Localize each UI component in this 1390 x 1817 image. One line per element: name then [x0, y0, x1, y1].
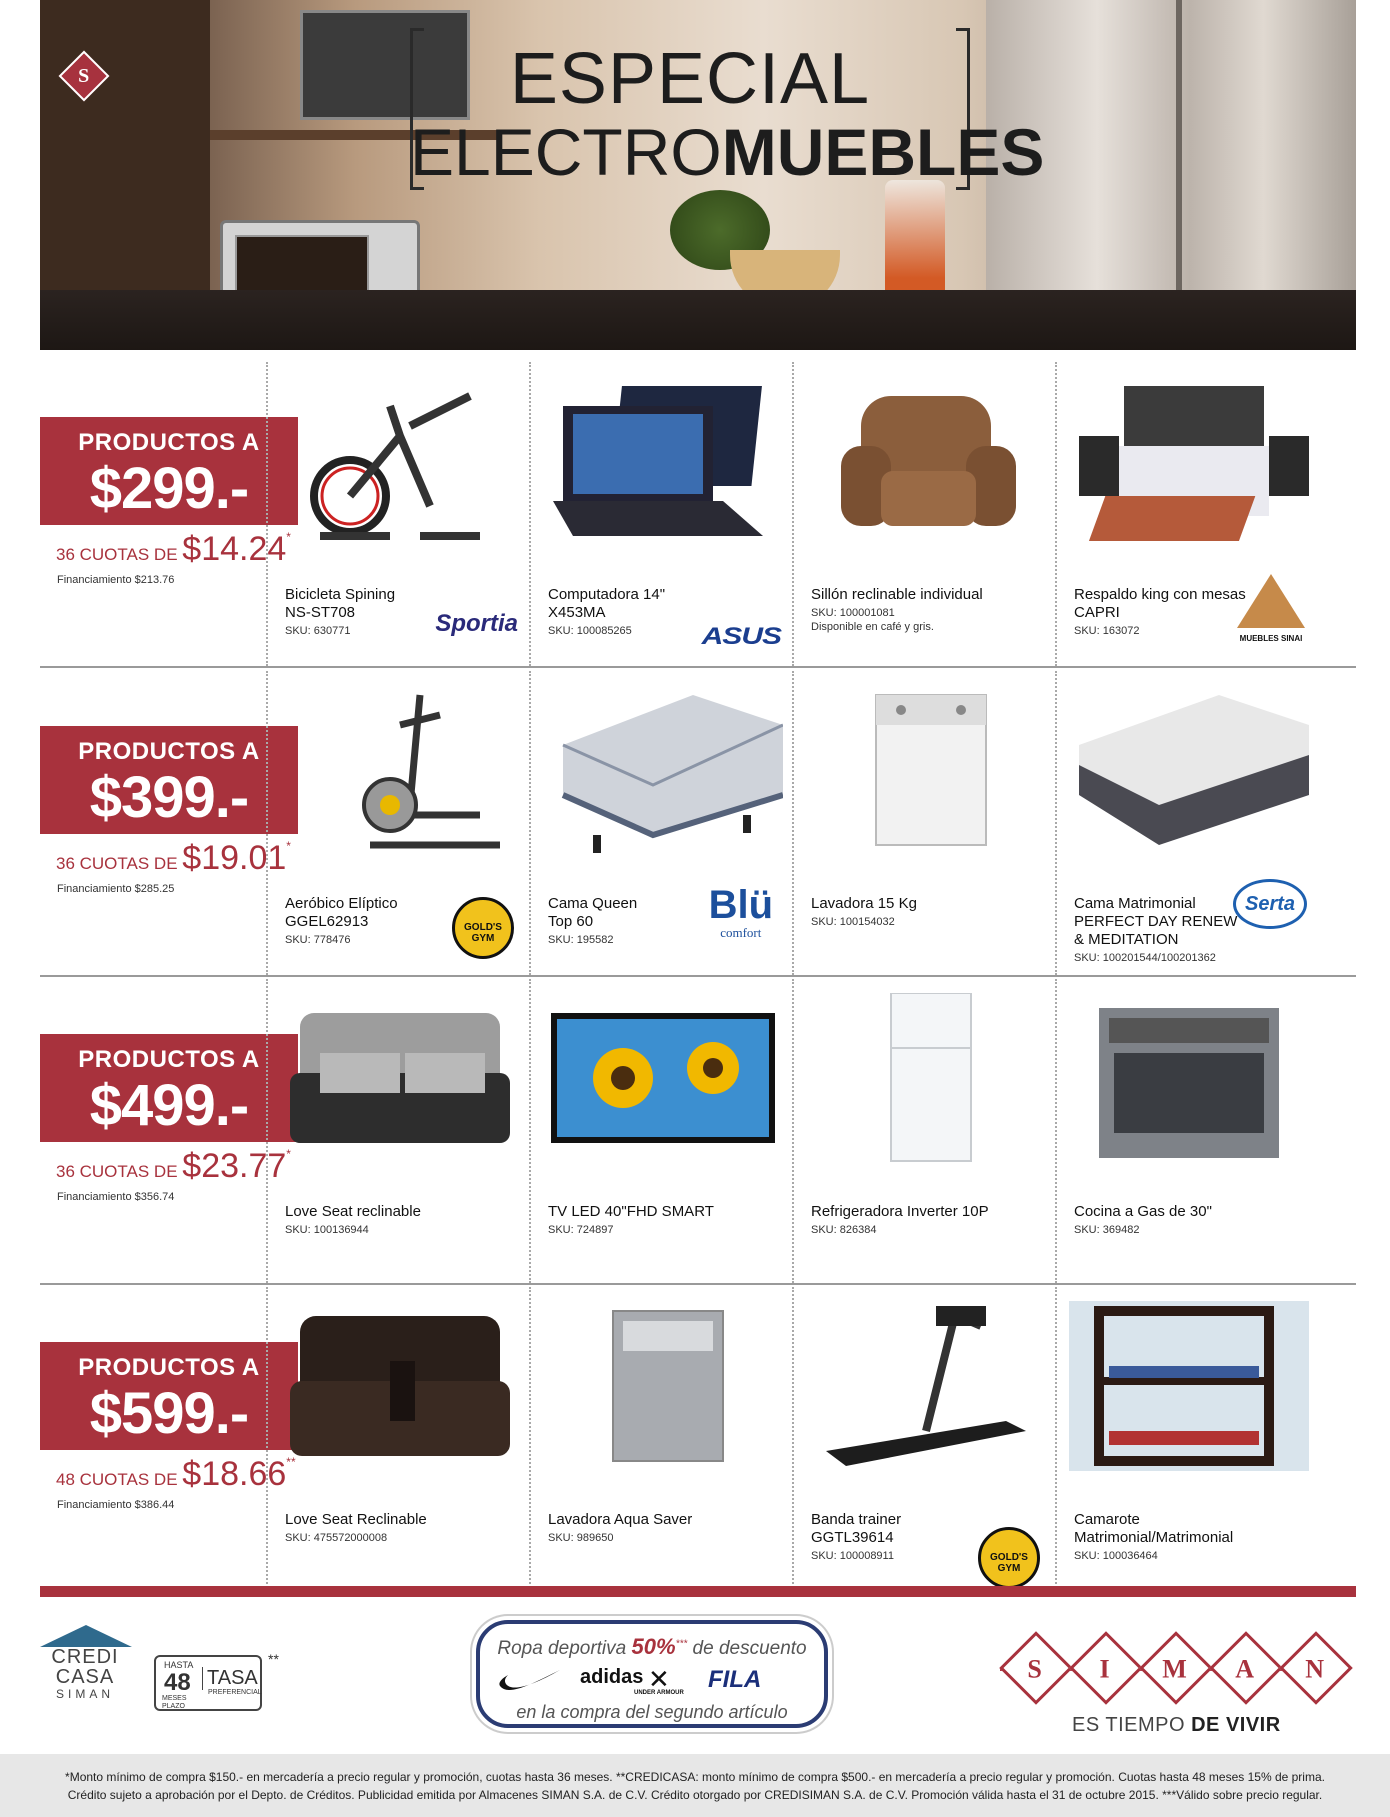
promo-text-before: Ropa deportiva: [497, 1638, 632, 1659]
product-name[interactable]: Love Seat reclinable: [285, 1203, 421, 1220]
product-sku: SKU: 100085265: [548, 625, 632, 637]
tagline-light: ES TIEMPO: [1072, 1714, 1192, 1736]
financing-text: Financiamiento $213.76: [57, 574, 175, 586]
cuotas-label: 48 CUOTAS DE: [56, 1470, 183, 1489]
product-row-3: [40, 979, 1356, 1285]
product-sku: SKU: 369482: [1074, 1224, 1140, 1236]
product-model-2: & MEDITATION: [1074, 931, 1179, 948]
product-cell[interactable]: [1055, 1287, 1317, 1591]
product-sku: SKU: 163072: [1074, 625, 1140, 637]
tagline-bold: DE VIVIR: [1191, 1714, 1281, 1736]
siman-letter: M: [1162, 1654, 1187, 1684]
product-sku: SKU: 630771: [285, 625, 351, 637]
credicasa-logo: [40, 1625, 130, 1720]
siman-letter: I: [1099, 1654, 1110, 1684]
price-tag: [40, 726, 298, 834]
cuotas-label: 36 CUOTAS DE: [56, 1162, 183, 1181]
cuota-mark: *: [286, 530, 291, 544]
kitchen-counter: [40, 290, 1356, 350]
product-cell[interactable]: [1055, 671, 1317, 975]
siman-letter: N: [1305, 1654, 1324, 1684]
product-cell[interactable]: [266, 979, 528, 1283]
golds-gym-label: GOLD'S GYM: [464, 922, 502, 944]
product-model: X453MA: [548, 604, 606, 621]
product-row-1: [40, 362, 1356, 668]
siman-letter: A: [1235, 1654, 1254, 1684]
product-info: [1074, 1203, 1314, 1237]
product-cell[interactable]: [529, 362, 791, 666]
price-tag: [40, 1342, 298, 1450]
hero-title: [410, 28, 1045, 190]
siman-letter-s: [999, 1631, 1073, 1705]
product-cell[interactable]: [266, 671, 528, 975]
product-image[interactable]: [543, 993, 783, 1163]
products-label: PRODUCTOS A: [78, 1046, 260, 1073]
cuota-amount: $18.66: [182, 1455, 287, 1493]
product-sku: SKU: 475572000008: [285, 1532, 388, 1544]
siman-letter-m: [1139, 1631, 1213, 1705]
kitchen-cabinet: [40, 0, 210, 290]
siman-tagline: [1072, 1714, 1281, 1737]
products-label: PRODUCTOS A: [78, 738, 260, 765]
product-name[interactable]: Aeróbico Elíptico: [285, 895, 398, 912]
hero-title-line1: ESPECIAL: [509, 39, 871, 119]
installments-text: [56, 839, 291, 878]
price-value: $399.-: [89, 765, 249, 830]
hero-title-line2: [410, 114, 1045, 190]
product-name[interactable]: Banda trainer: [811, 1511, 902, 1528]
installments-text: [56, 1147, 291, 1186]
product-cell[interactable]: [1055, 362, 1317, 666]
product-model: PERFECT DAY RENEW: [1074, 913, 1238, 930]
hasta-mark: **: [268, 1651, 279, 1667]
price-tag: [40, 1034, 298, 1142]
product-name[interactable]: Cama Queen: [548, 895, 638, 912]
sportia-logo: Sportia: [435, 610, 518, 637]
golds-gym-label: GOLD'S GYM: [990, 1552, 1028, 1574]
golds-gym-logo: [452, 897, 514, 959]
promo-percent: 50%: [631, 1634, 676, 1659]
products-label: PRODUCTOS A: [78, 1354, 260, 1381]
products-label: PRODUCTOS A: [78, 429, 260, 456]
product-cell[interactable]: [792, 362, 1054, 666]
cuota-mark: *: [286, 1147, 291, 1161]
siman-letter-n: [1279, 1631, 1353, 1705]
promo-mark: ***: [675, 1638, 688, 1650]
under-armour-icon: ✕: [648, 1664, 670, 1694]
product-sku: SKU: 100001081: [811, 607, 895, 619]
product-model: Matrimonial/Matrimonial: [1074, 1529, 1234, 1546]
tasa-label: TASA: [202, 1667, 258, 1690]
serta-logo: Serta: [1233, 879, 1307, 929]
product-model: NS-ST708: [285, 604, 356, 621]
asus-logo: ASUS: [701, 623, 781, 650]
product-cell[interactable]: [529, 671, 791, 975]
product-sku: SKU: 100008911: [811, 1550, 894, 1562]
product-name[interactable]: Refrigeradora Inverter 10P: [811, 1203, 989, 1220]
product-cell[interactable]: [266, 362, 528, 666]
product-name[interactable]: Bicicleta Spining: [285, 586, 396, 603]
product-image[interactable]: [1069, 376, 1309, 546]
product-info: [548, 1511, 788, 1545]
nike-swoosh-icon: [498, 1664, 562, 1699]
product-info: [811, 586, 1051, 634]
product-model: CAPRI: [1074, 604, 1120, 621]
cuota-mark: **: [286, 1455, 296, 1469]
product-name[interactable]: Love Seat Reclinable: [285, 1511, 427, 1528]
installments-text: [56, 530, 291, 569]
cuotas-label: 36 CUOTAS DE: [56, 545, 183, 564]
product-name[interactable]: Cocina a Gas de 30": [1074, 1203, 1212, 1220]
meses-plazo: [162, 1695, 187, 1711]
promo-text-after: de descuento: [687, 1638, 807, 1659]
product-image[interactable]: [543, 685, 783, 855]
price-value: $599.-: [89, 1381, 249, 1446]
product-info: [811, 895, 1051, 929]
months-number: 48: [164, 1669, 191, 1696]
product-image[interactable]: [543, 376, 783, 546]
product-sku: SKU: 100036464: [1074, 1550, 1158, 1562]
fila-logo: FILA: [708, 1666, 762, 1693]
product-note: Disponible en café y gris.: [811, 621, 934, 633]
cuota-amount: $23.77: [182, 1147, 287, 1185]
promo-top-text: [480, 1634, 824, 1660]
row-separator: [40, 975, 1356, 977]
cuota-amount: $14.24: [182, 530, 287, 568]
product-image[interactable]: [280, 685, 520, 855]
product-name[interactable]: Lavadora 15 Kg: [811, 895, 917, 912]
product-name[interactable]: Sillón reclinable individual: [811, 586, 983, 603]
product-row-4: [40, 1287, 1356, 1593]
blu-label: Blü: [708, 883, 773, 927]
product-image[interactable]: [280, 376, 520, 546]
product-row-2: [40, 671, 1356, 977]
sinai-label: MUEBLES SINAI: [1239, 634, 1303, 643]
credicasa-line2: CASA: [55, 1666, 115, 1688]
under-armour-label: UNDER ARMOUR: [634, 1690, 684, 1696]
comfort-label: comfort: [720, 925, 762, 940]
product-info: [811, 1203, 1051, 1237]
product-cell[interactable]: [792, 671, 1054, 975]
product-model: GGEL62913: [285, 913, 369, 930]
product-sku: SKU: 778476: [285, 934, 351, 946]
golds-gym-logo: [978, 1527, 1040, 1589]
row-separator: [40, 666, 1356, 668]
product-model: GGTL39614: [811, 1529, 894, 1546]
cuotas-label: 36 CUOTAS DE: [56, 854, 183, 873]
product-info: [1074, 1511, 1314, 1563]
preferencial-label: PREFERENCIAL: [208, 1689, 262, 1696]
hasta-label: HASTA: [164, 1660, 194, 1670]
product-sku: SKU: 989650: [548, 1532, 614, 1544]
product-cell[interactable]: [1055, 979, 1317, 1283]
divider-band: [40, 1586, 1356, 1597]
product-info: [285, 1511, 525, 1545]
meses-label: MESES: [162, 1695, 187, 1702]
product-image[interactable]: [806, 993, 1046, 1163]
legal-disclaimer: [0, 1754, 1390, 1817]
financing-text: Financiamiento $386.44: [57, 1499, 175, 1511]
logo-letter: S: [78, 64, 90, 87]
adidas-logo: adidas: [580, 1666, 644, 1688]
row-separator: [40, 1283, 1356, 1285]
product-image[interactable]: [1069, 993, 1309, 1163]
siman-letter-i: [1069, 1631, 1143, 1705]
product-cell[interactable]: [792, 1287, 1054, 1591]
product-cell[interactable]: [792, 979, 1054, 1283]
product-sku: SKU: 826384: [811, 1224, 877, 1236]
hasta-48-meses-badge: [154, 1651, 279, 1711]
product-image[interactable]: [1069, 685, 1309, 855]
product-name[interactable]: Computadora 14": [548, 586, 666, 603]
siman-letter-a: [1209, 1631, 1283, 1705]
blu-comfort-logo: [709, 885, 773, 941]
product-sku: SKU: 195582: [548, 934, 614, 946]
product-image[interactable]: [1069, 1301, 1309, 1471]
product-cell[interactable]: [529, 1287, 791, 1591]
siman-letter: S: [1027, 1654, 1042, 1684]
hero-banner: [40, 0, 1356, 350]
muebles-sinai-logo: [1233, 574, 1309, 656]
product-name[interactable]: Lavadora Aqua Saver: [548, 1511, 693, 1528]
installments-text: [56, 1455, 296, 1494]
credicasa-line1: CREDI: [51, 1646, 119, 1668]
cuota-mark: *: [286, 839, 291, 853]
product-name[interactable]: Cama Matrimonial: [1074, 895, 1196, 912]
product-name[interactable]: TV LED 40"FHD SMART: [548, 1203, 714, 1220]
product-cell[interactable]: [529, 979, 791, 1283]
product-sku: SKU: 100136944: [285, 1224, 369, 1236]
plazo-label: PLAZO: [162, 1703, 185, 1710]
price-tag: [40, 417, 298, 525]
product-sku: SKU: 724897: [548, 1224, 614, 1236]
product-sku: SKU: 100154032: [811, 916, 895, 928]
financing-text: Financiamiento $285.25: [57, 883, 175, 895]
cuota-amount: $19.01: [182, 839, 287, 877]
product-cell[interactable]: [266, 1287, 528, 1591]
product-model: Top 60: [548, 913, 594, 930]
product-info: [548, 1203, 788, 1237]
product-name[interactable]: Camarote: [1074, 1511, 1140, 1528]
legal-line2: Crédito sujeto a aprobación por el Depto. de Créditos. Publicidad emitida por Almacenes SIMAN S.A. de C.V. Crédito otorgado por CREDISIMAN S.A. de C.V. Promoción válida hasta el 31 de octubre 2015. ***Válido sobre precio regular.: [67, 1788, 1323, 1802]
sinai-triangle-icon: [1237, 574, 1305, 628]
credicasa-line3: SIMAN: [55, 1687, 114, 1701]
promo-bottom-text: en la compra del segundo artículo: [516, 1702, 788, 1722]
financing-text: Financiamiento $356.74: [57, 1191, 175, 1203]
hero-title-muebles: MUEBLES: [721, 115, 1045, 189]
product-sku: SKU: 100201544/100201362: [1074, 952, 1216, 964]
product-image[interactable]: [543, 1301, 783, 1471]
product-image[interactable]: [806, 1301, 1046, 1471]
sportswear-brand-logos: [498, 1664, 806, 1698]
product-image[interactable]: [280, 993, 520, 1163]
price-value: $499.-: [89, 1073, 249, 1138]
product-name[interactable]: Respaldo king con mesas: [1074, 586, 1246, 603]
siman-logo: [1000, 1640, 1350, 1716]
product-image[interactable]: [280, 1301, 520, 1471]
house-roof-icon: [40, 1625, 132, 1647]
product-image[interactable]: [806, 685, 1046, 855]
price-value: $299.-: [89, 456, 249, 521]
product-info: [285, 1203, 525, 1237]
sportswear-promo-badge: [476, 1620, 828, 1728]
hero-title-electro: ELECTRO: [410, 115, 722, 189]
product-image[interactable]: [806, 376, 1046, 546]
legal-line1: *Monto mínimo de compra $150.- en mercadería a precio regular y promoción, cuotas hasta 36 meses. **CREDICASA: monto mínimo de compra $500.- en mercadería a precio regular y promoción. Cuotas hasta 48 meses 15% de prima.: [65, 1770, 1325, 1784]
